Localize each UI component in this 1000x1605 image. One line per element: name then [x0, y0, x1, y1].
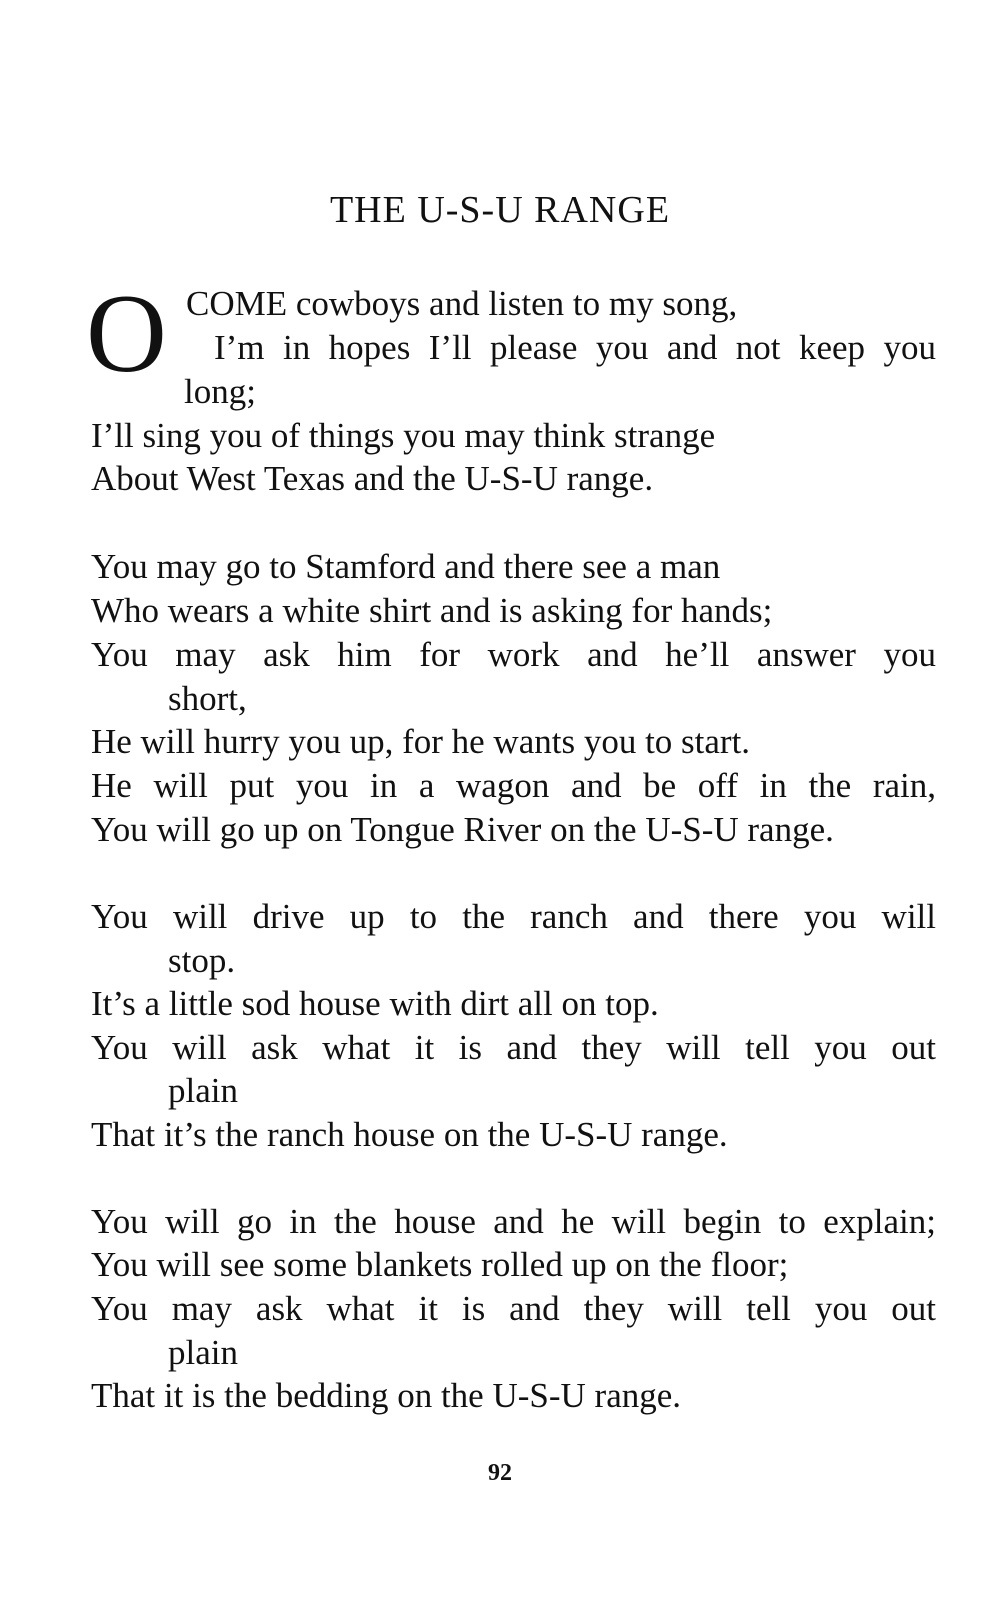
poem-line: That it’s the ranch house on the U-S-U range.	[91, 1115, 728, 1154]
poem-line-continuation: plain	[168, 1333, 238, 1372]
poem-line: Who wears a white shirt and is asking for hands;	[91, 591, 773, 630]
poem-title: THE U-S-U RANGE	[329, 189, 671, 231]
poem-line: I’ll sing you of things you may think strange	[91, 416, 716, 455]
poem-line: You will see some blankets rolled up on the floor;	[91, 1245, 789, 1284]
page-number: 92	[488, 1460, 512, 1486]
poem-line: About West Texas and the U-S-U range.	[91, 459, 654, 498]
poem-line: You may go to Stamford and there see a man	[91, 547, 721, 586]
poem-line-continuation: short,	[168, 679, 247, 718]
poem-line: That it is the bedding on the U-S-U range.	[91, 1376, 682, 1415]
poem-line: You will ask what it is and they will tell you out	[91, 1028, 936, 1067]
poem-line: You may ask what it is and they will tell you out	[91, 1289, 936, 1328]
poem-line: You will go in the house and he will begin to explain;	[91, 1202, 936, 1241]
poem-line: He will hurry you up, for he wants you to start.	[91, 722, 751, 761]
poem-line: You may ask him for work and he’ll answer you	[91, 635, 936, 674]
poem-line: He will put you in a wagon and be off in the rain,	[91, 766, 936, 805]
poem-line-continuation: stop.	[168, 941, 236, 980]
drop-cap: O	[86, 272, 167, 396]
poem-line-continuation: long;	[184, 372, 256, 411]
poem-line: COME cowboys and listen to my song,	[186, 284, 738, 323]
poem-line: You will drive up to the ranch and there you will	[91, 897, 936, 936]
poem-line-continuation: plain	[168, 1071, 238, 1110]
poem-line: It’s a little sod house with dirt all on top.	[91, 984, 659, 1023]
poem-line: You will go up on Tongue River on the U-S-U range.	[91, 810, 834, 849]
poem-line: I’m in hopes I’ll please you and not keep you	[214, 328, 936, 367]
